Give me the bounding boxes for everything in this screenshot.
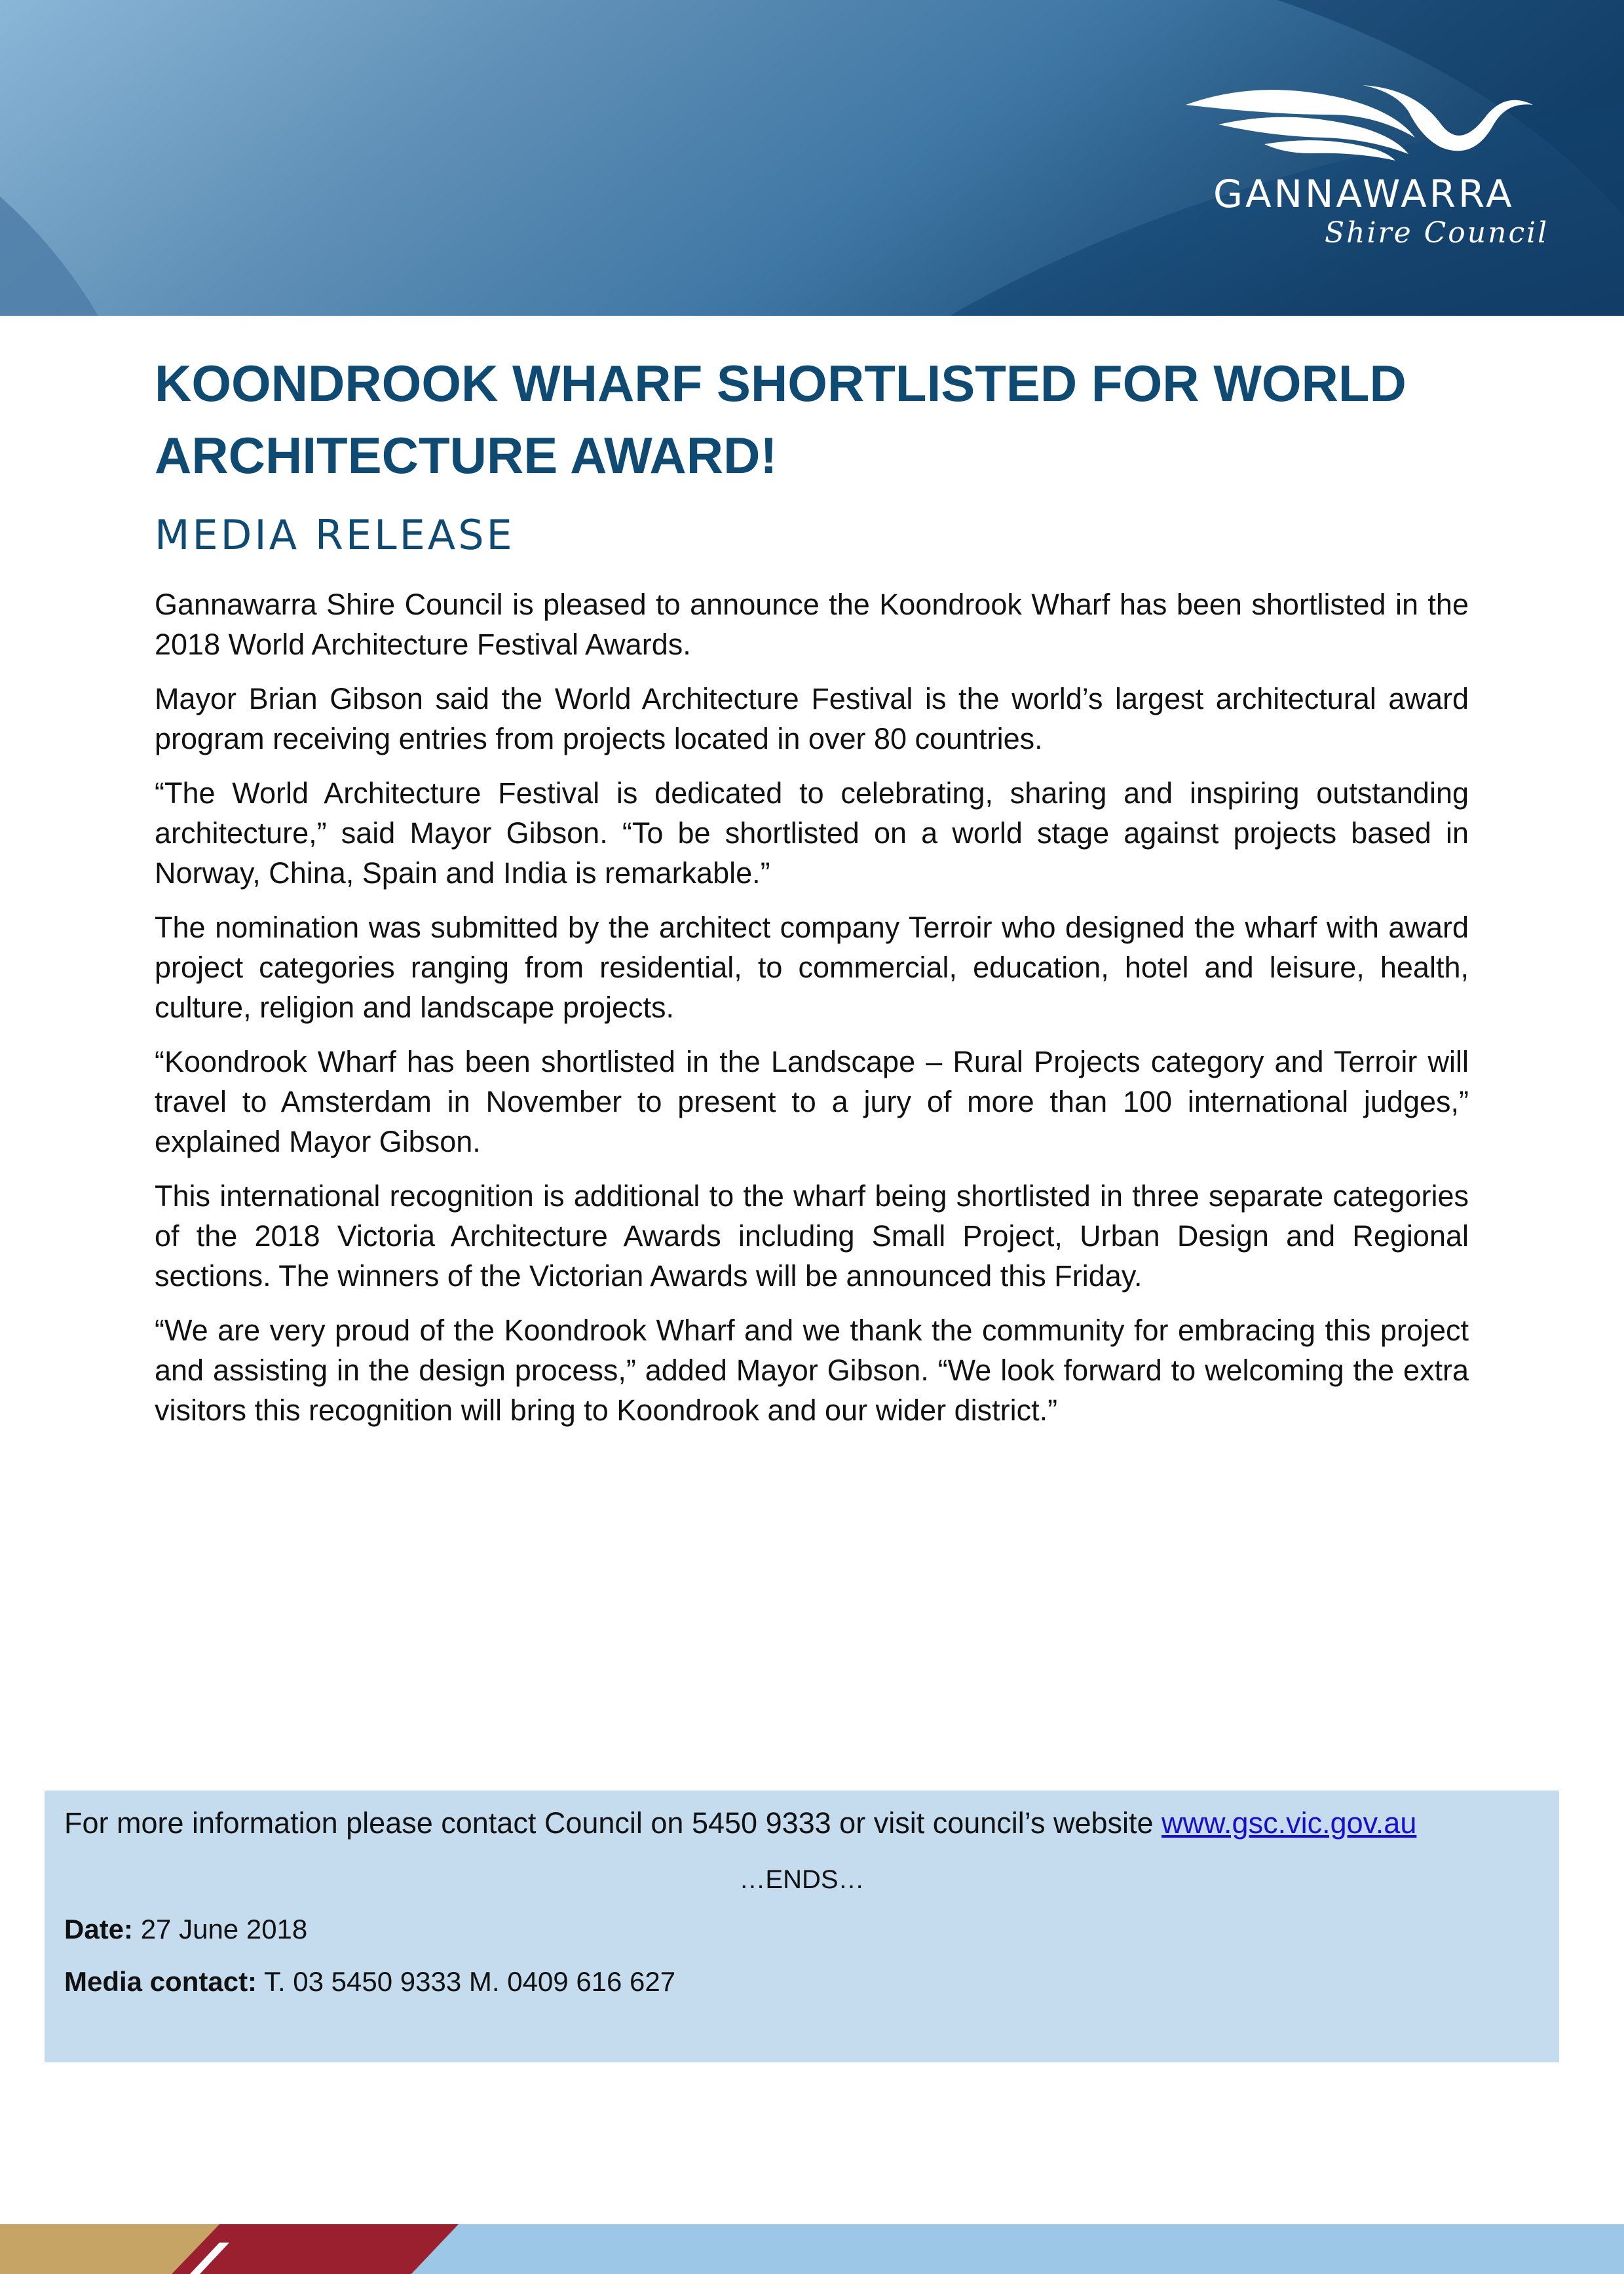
contact-box	[45, 1791, 1559, 2062]
logo-name: GANNAWARRA	[1213, 172, 1515, 216]
paragraph-3: “The World Architecture Festival is dedicated to celebrating, sharing and inspiring outstanding architecture,” said Mayor Gibson. “To be shortlisted on a world stage against projects based in Norway, China, Spain and India is remarkable.”	[155, 776, 1469, 890]
paragraph-7: “We are very proud of the Koondrook Wharf and we thank the community for embracing this project and assisting in the design process,” added Mayor Gibson. “We look forward to welcoming the extra visitors this recognition will bring to Koondrook and our wider district.”	[155, 1314, 1469, 1427]
paragraph-1: Gannawarra Shire Council is pleased to announce the Koondrook Wharf has been shortlisted in the 2018 World Architecture Festival Awards.	[155, 588, 1469, 661]
footer-stripes	[0, 2224, 1624, 2274]
paragraph-5: “Koondrook Wharf has been shortlisted in the Landscape – Rural Projects category and Terroir will travel to Amsterdam in November to present to a jury of more than 100 international judges,” explained Mayor Gibson.	[155, 1045, 1469, 1158]
header-banner	[0, 0, 1624, 316]
council-logo	[1179, 79, 1549, 256]
footer-band	[0, 2224, 1624, 2274]
media-contact	[64, 1962, 675, 2001]
media-contact-label: Media contact:	[64, 1966, 257, 1997]
media-contact-value: T. 03 5450 9333 M. 0409 616 627	[257, 1966, 676, 1997]
website-link[interactable]: www.gsc.vic.gov.au	[1161, 1806, 1417, 1840]
logo-subtitle: Shire Council	[1325, 216, 1549, 250]
page-title: KOONDROOK WHARF SHORTLISTED FOR WORLD ARCHITECTURE AWARD!	[155, 354, 1407, 484]
ends-marker: …ENDS…	[739, 1865, 865, 1894]
paragraph-6: This international recognition is additional to the wharf being shortlisted in three separate categories of the 2018 Victoria Architecture Awards including Small Project, Urban Design and Regional sections. The winners of the Victorian Awards will be announced this Friday.	[155, 1179, 1469, 1293]
paragraph-4: The nomination was submitted by the architect company Terroir who designed the wharf with award project categories ranging from residential, to commercial, education, hotel and leisure, health, culture, religion and landscape projects.	[155, 911, 1469, 1024]
media-release-label: MEDIA RELEASE	[155, 511, 515, 559]
contact-info-text: For more information please contact Council on 5450 9333 or visit council’s website	[64, 1806, 1162, 1840]
date-label: Date:	[64, 1914, 134, 1944]
waves-bird-logo-icon	[1179, 79, 1533, 164]
paragraph-2: Mayor Brian Gibson said the World Architecture Festival is the world’s largest architectural award program receiving entries from projects located in over 80 countries.	[155, 682, 1469, 755]
release-date	[64, 1910, 307, 1949]
contact-info	[64, 1804, 1416, 1843]
date-value: 27 June 2018	[133, 1914, 308, 1944]
article	[155, 347, 1469, 1445]
